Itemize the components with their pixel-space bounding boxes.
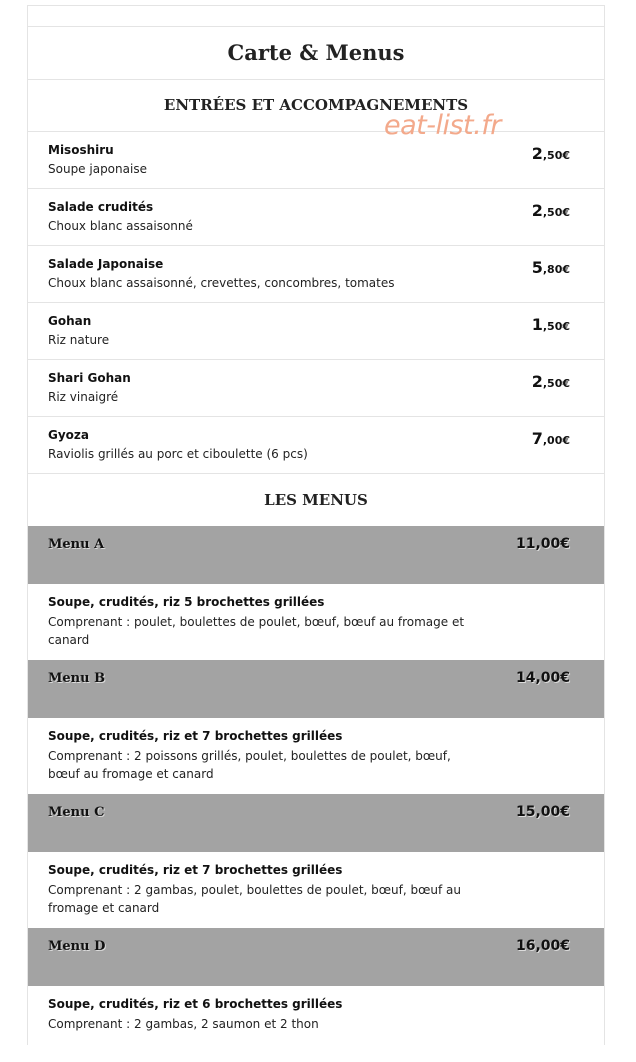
list-item <box>28 189 604 246</box>
menu-price: 11,00€ <box>515 536 570 552</box>
price-main: 1 <box>531 315 543 334</box>
watermark: eat-list.fr <box>384 110 501 141</box>
item-description: Riz vinaigré <box>48 390 119 404</box>
menu-summary: Soupe, crudités, riz et 6 brochettes grillées <box>48 997 343 1011</box>
item-price <box>532 201 570 220</box>
item-price <box>532 258 570 277</box>
item-name: Salade Japonaise <box>48 257 164 271</box>
item-description: Riz nature <box>48 333 110 347</box>
menu-header <box>28 794 604 852</box>
menu-name: Menu B <box>48 671 106 686</box>
item-description: Choux blanc assaisonné <box>48 219 193 233</box>
price-cents: ,80€ <box>542 263 570 276</box>
menu-description: Comprenant : 2 gambas, 2 saumon et 2 thon <box>48 1017 319 1031</box>
list-item <box>28 303 604 360</box>
item-description: Soupe japonaise <box>48 162 147 176</box>
item-name: Salade crudités <box>48 200 154 214</box>
menu-price: 14,00€ <box>515 670 570 686</box>
item-price <box>532 372 570 391</box>
price-cents: ,50€ <box>542 320 570 333</box>
price-cents: ,00€ <box>542 434 570 447</box>
price-main: 2 <box>531 201 543 220</box>
menu-description: Comprenant : poulet, boulettes de poulet, bœuf, bœuf au fromage et canard <box>48 615 465 647</box>
item-name: Gohan <box>48 314 92 328</box>
menu-body <box>28 718 604 794</box>
item-description: Choux blanc assaisonné, crevettes, concombres, tomates <box>48 276 395 290</box>
menu-header <box>28 526 604 584</box>
menu-price: 15,00€ <box>515 804 570 820</box>
menu-body <box>28 852 604 928</box>
top-spacer <box>28 6 604 27</box>
price-cents: ,50€ <box>542 377 570 390</box>
price-cents: ,50€ <box>542 206 570 219</box>
list-item <box>28 417 604 474</box>
item-name: Misoshiru <box>48 143 114 157</box>
menu-summary: Soupe, crudités, riz 5 brochettes grillées <box>48 595 325 609</box>
list-item <box>28 360 604 417</box>
price-main: 2 <box>531 372 543 391</box>
menu-body <box>28 584 604 660</box>
list-item <box>28 132 604 189</box>
menu-header <box>28 928 604 986</box>
menu-description: Comprenant : 2 poissons grillés, poulet, boulettes de poulet, bœuf, bœuf au fromage et canard <box>48 749 451 781</box>
menu-price: 16,00€ <box>515 938 570 954</box>
menu-header <box>28 660 604 718</box>
price-main: 7 <box>531 429 543 448</box>
section-title-menus: LES MENUS <box>264 491 368 509</box>
item-name: Gyoza <box>48 428 89 442</box>
item-price <box>532 429 570 448</box>
price-main: 5 <box>531 258 543 277</box>
price-cents: ,50€ <box>542 149 570 162</box>
menu-body <box>28 986 604 1062</box>
list-item <box>28 246 604 303</box>
section-title-entrees <box>28 80 604 141</box>
section-title-entrees-text: ENTRÉES ET ACCOMPAGNEMENTS <box>163 96 469 114</box>
item-description: Raviolis grillés au porc et ciboulette (6 pcs) <box>48 447 308 461</box>
item-price <box>532 144 570 163</box>
page-title: Carte & Menus <box>28 27 604 80</box>
price-main: 2 <box>531 144 543 163</box>
menu-card <box>27 5 605 1045</box>
menu-description: Comprenant : 2 gambas, poulet, boulettes de poulet, bœuf, bœuf au fromage et canard <box>48 883 462 915</box>
menu-summary: Soupe, crudités, riz et 7 brochettes grillées <box>48 729 343 743</box>
menu-name: Menu A <box>48 537 105 552</box>
menu-name: Menu C <box>48 805 105 820</box>
item-price <box>532 315 570 334</box>
menu-name: Menu D <box>48 939 106 954</box>
item-name: Shari Gohan <box>48 371 131 385</box>
menu-summary: Soupe, crudités, riz et 7 brochettes grillées <box>48 863 343 877</box>
